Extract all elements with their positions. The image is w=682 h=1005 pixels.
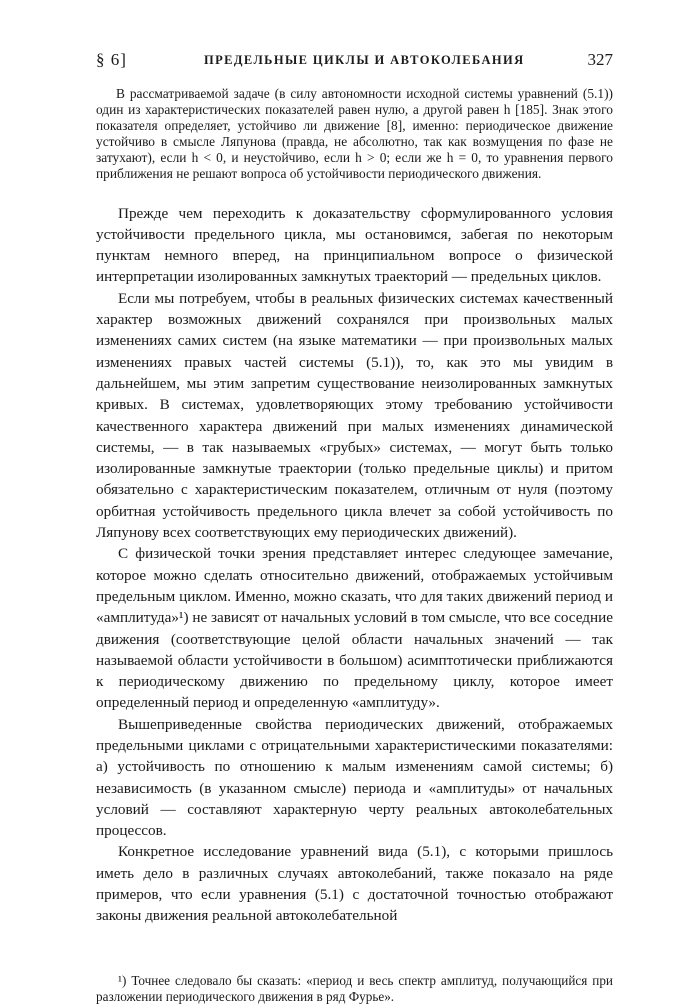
paragraph-3: С физической точки зрения представляет интерес следующее замечание, которое можно сделать относительно движений, отображаемых устойчивым предельным циклом. Именно, можно сказать, что для таких движений период и «амплитуда»¹) не зависят от начальных условий в том смысле, что все соседние движения (соответствующие целой области начальных значений — так называемой области устойчивости в большом) асимптотически приближаются к периодическому движению по предельному циклу, которое имеет определенный период и определенную «амплитуду». [96,545,613,712]
small-print-note: В рассматриваемой задаче (в силу автономности исходной системы уравнений (5.1)) один из характеристических показателей равен нулю, а другой равен h [185]. Знак этого показателя определяет, устойчиво ли движение [8], именно: периодическое движение устойчиво в смысле Ляпунова (правда, не абсолютно, так как возмущения по фазе не затухают), если h < 0, и неустойчиво, если h > 0; если же h = 0, то уравнения первого приближения не решают вопроса об устойчивости периодического движения. [96,86,613,182]
book-page [96,50,613,1005]
section-number: § 6] [96,50,127,69]
chapter-title: ПРЕДЕЛЬНЫЕ ЦИКЛЫ И АВТОКОЛЕБАНИЯ [204,53,525,67]
running-head [96,50,613,74]
footnote: ¹) Точнее следовало бы сказать: «период и весь спектр амплитуд, получающийся при разложении периодического движения в ряд Фурье». [96,972,613,1004]
paragraph-5: Конкретное исследование уравнений вида (5.1), с которыми пришлось иметь дело в различных случаях автоколебаний, также показало на ряде примеров, что если уравнения (5.1) с достаточной точностью отображают законы движения реальной автоколебательной [96,843,613,925]
paragraph-2: Если мы потребуем, чтобы в реальных физических системах качественный характер возможных движений сохранялся при произвольных малых изменениях самих систем (на языке математики — при произвольных малых изменениях правых частей системы (5.1)), то, как это мы увидим в дальнейшем, мы этим запретим существование неизолированных замкнутых кривых. В системах, удовлетворяющих этому требованию устойчивости качественного характера движений при малых изменениях динамической системы, — в так называемых «грубых» системах, — могут быть только изолированные замкнутые траектории (только предельные циклы) и притом обязательно с характеристическим показателем, отличным от нуля (поэтому орбитная устойчивость предельного цикла влечет за собой устойчивость по Ляпунову всех соответствующих ему периодических движений). [96,289,613,542]
page-number: 327 [587,50,613,69]
paragraph-1: Прежде чем переходить к доказательству сформулированного условия устойчивости предельного цикла, мы остановимся, забегая по некоторым пунктам немного вперед, на принципиальном вопросе о физической интерпретации изолированных замкнутых траекторий — предельных циклов. [96,204,613,286]
paragraph-4: Вышеприведенные свойства периодических движений, отображаемых предельными циклами с отрицательными характеристическими показателями: а) устойчивость по отношению к малым изменениям самой системы; б) независимость (в указанном смысле) периода и «амплитуды» от начальных условий — составляют характерную черту реальных автоколебательных процессов. [96,715,613,840]
